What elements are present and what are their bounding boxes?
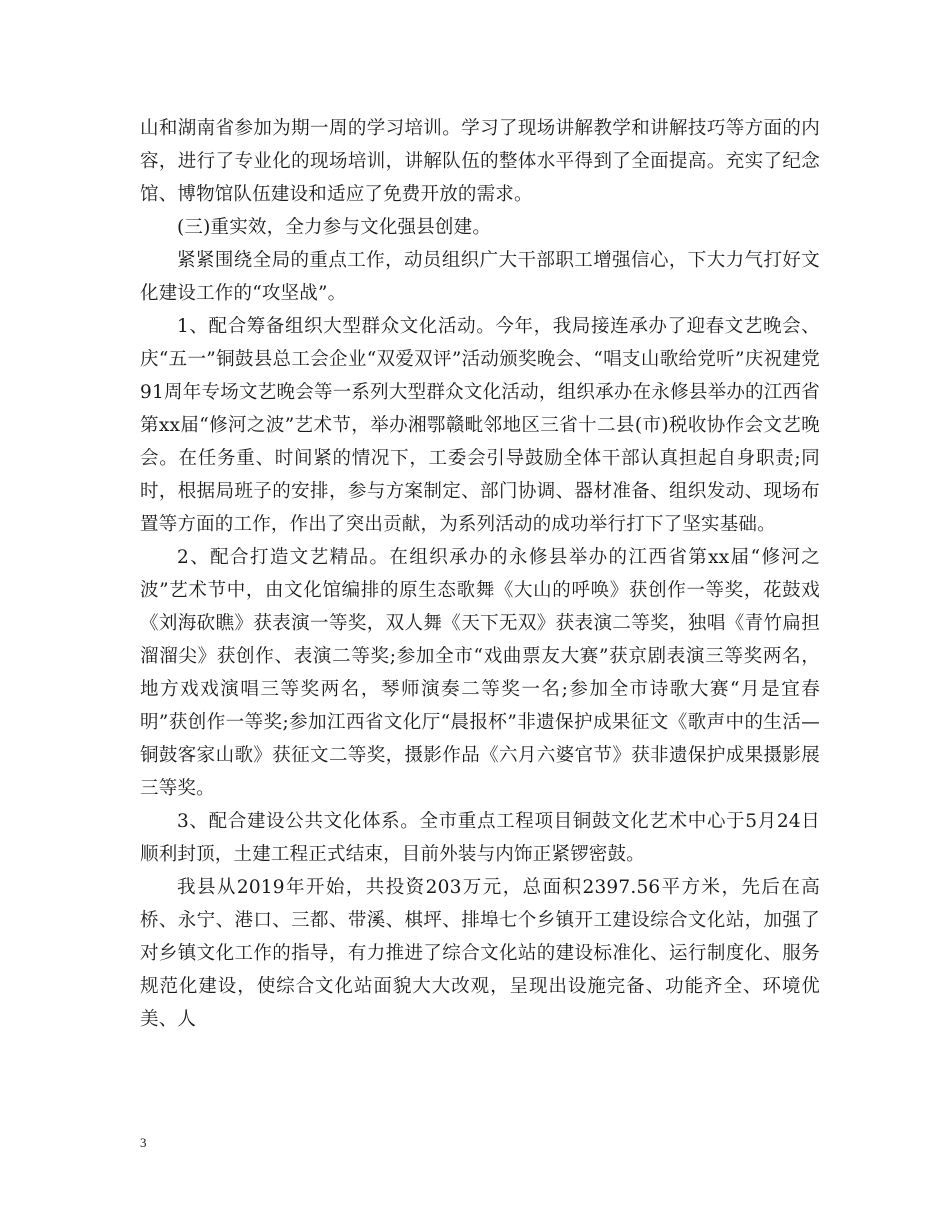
paragraph: 2、配合打造文艺精品。在组织承办的永修县举办的江西省第xx届“修河之波”艺术节中，由文化馆编排的原生态歌舞《大山的呼唤》获创作一等奖，花鼓戏《刘海砍瞧》获表演一等奖，双人舞《天下无双》获表演二等奖，独唱《青竹扁担溜溜尖》获创作、表演二等奖;参加全市“戏曲票友大赛”获京剧表演三等奖两名，地方戏戏演唱三等奖两名，琴师演奏二等奖一名;参加全市诗歌大赛“月是宜春明”获创作一等奖;参加江西省文化厅“晨报杯”非遗保护成果征文《歌声中的生活—铜鼓客家山歌》获征文二等奖，摄影作品《六月六婆官节》获非遗保护成果摄影展三等奖。: [140, 547, 820, 799]
paragraph-continuation: 山和湖南省参加为期一周的学习培训。学习了现场讲解教学和讲解技巧等方面的内容，进行了专业化的现场培训，讲解队伍的整体水平得到了全面提高。充实了纪念馆、博物馆队伍建设和适应了免费开放的需求。: [140, 118, 820, 205]
paragraph: 3、配合建设公共文化体系。全市重点工程项目铜鼓文化艺术中心于5月24日顺利封顶，土建工程正式结束，目前外装与内饰正紧锣密鼓。: [140, 811, 820, 865]
document-body: [140, 112, 820, 1036]
paragraph: 紧紧围绕全局的重点工作，动员组织广大干部职工增强信心，下大力气打好文化建设工作的“攻坚战”。: [140, 250, 820, 304]
page-number: 3: [140, 1135, 147, 1150]
paragraph: 我县从2019年开始，共投资203万元，总面积2397.56平方米，先后在高桥、永宁、港口、三都、带溪、棋坪、排埠七个乡镇开工建设综合文化站，加强了对乡镇文化工作的指导，有力推进了综合文化站的建设标准化、运行制度化、服务规范化建设，使综合文化站面貌大大改观，呈现出设施完备、功能齐全、环境优美、人: [140, 877, 820, 1030]
paragraph: 1、配合筹备组织大型群众文化活动。今年，我局接连承办了迎春文艺晚会、庆“五一”铜鼓县总工会企业“双爱双评”活动颁奖晚会、“唱支山歌给党听”庆祝建党91周年专场文艺晚会等一系列大型群众文化活动，组织承办在永修县举办的江西省第xx届“修河之波”艺术节，举办湘鄂赣毗邻地区三省十二县(市)税收协作会文艺晚会。在任务重、时间紧的情况下，工委会引导鼓励全体干部认真担起自身职责;同时，根据局班子的安排，参与方案制定、部门协调、器材准备、组织发动、现场布置等方面的工作，作出了突出贡献，为系列活动的成功举行打下了坚实基础。: [140, 316, 820, 535]
section-heading: (三)重实效，全力参与文化强县创建。: [177, 217, 492, 238]
